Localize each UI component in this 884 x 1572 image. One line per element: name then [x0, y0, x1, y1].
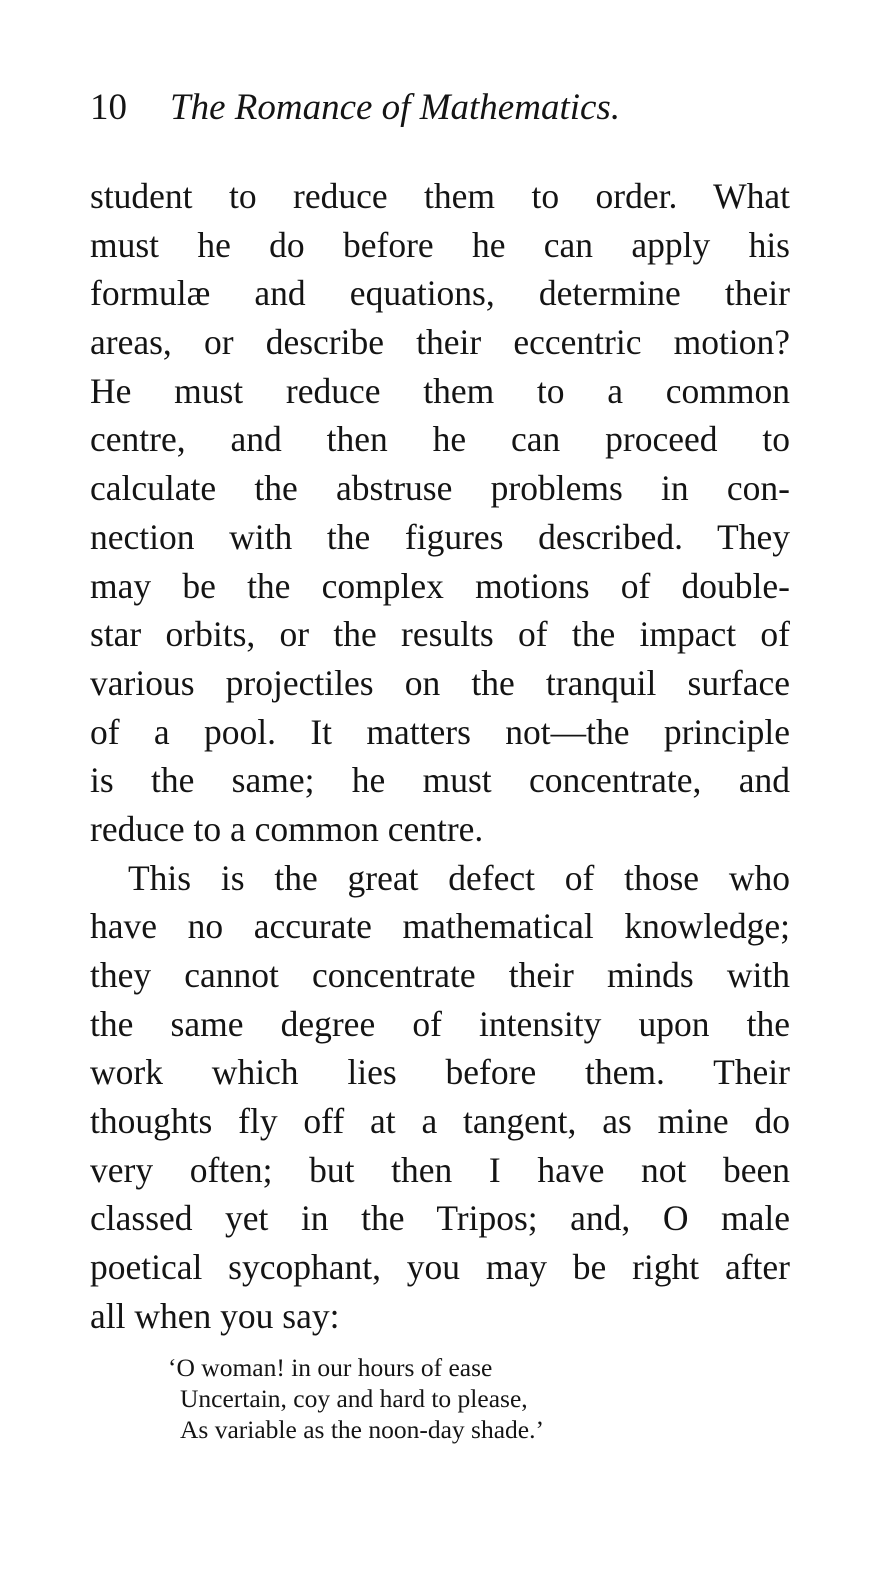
text-line: of a pool. It matters not—the principle — [90, 711, 790, 752]
text-line: areas, or describe their eccentric motion? — [90, 322, 790, 363]
page-number: 10 — [90, 87, 127, 128]
text-line: the same degree of intensity upon the — [90, 1003, 790, 1044]
text-line: various projectiles on the tranquil surface — [90, 662, 790, 703]
text-line: they cannot concentrate their minds with — [90, 955, 790, 995]
text-line: must he do before he can apply his — [90, 224, 790, 265]
paragraph-1 — [90, 172, 790, 854]
text-line: poetical sycophant, you may be right after — [90, 1247, 790, 1288]
text-line: formulæ and equations, determine their — [90, 273, 790, 314]
text-line: all when you say: — [90, 1295, 340, 1336]
text-line: star orbits, or the results of the impact of — [90, 614, 790, 655]
text-line: work which lies before them. Their — [90, 1052, 790, 1093]
text-line: is the same; he must concentrate, and — [90, 760, 790, 801]
text-line: This is the great defect of those who — [128, 857, 790, 898]
verse-quotation — [168, 1352, 708, 1445]
paragraph-2 — [90, 854, 790, 1341]
page-header — [90, 86, 790, 130]
text-line: nection with the figures described. They — [90, 516, 790, 557]
text-line: have no accurate mathematical knowledge; — [90, 906, 790, 947]
text-line: student to reduce them to order. What — [90, 176, 790, 216]
verse-line: ‘O woman! in our hours of ease — [168, 1353, 493, 1382]
text-line: classed yet in the Tripos; and, O male — [90, 1198, 790, 1239]
text-line: thoughts fly off at a tangent, as mine do — [90, 1101, 790, 1142]
text-line: reduce to a common centre. — [90, 808, 484, 849]
text-line: may be the complex motions of double- — [90, 565, 790, 606]
text-line: very often; but then I have not been — [90, 1149, 790, 1190]
running-title: The Romance of Mathematics. — [170, 87, 621, 128]
verse-line: As variable as the noon-day shade.’ — [180, 1415, 544, 1444]
text-line: calculate the abstruse problems in con- — [90, 468, 790, 509]
verse-line: Uncertain, coy and hard to please, — [180, 1384, 528, 1413]
text-line: He must reduce them to a common — [90, 370, 790, 411]
body-text — [90, 172, 790, 1341]
text-line: centre, and then he can proceed to — [90, 419, 790, 460]
